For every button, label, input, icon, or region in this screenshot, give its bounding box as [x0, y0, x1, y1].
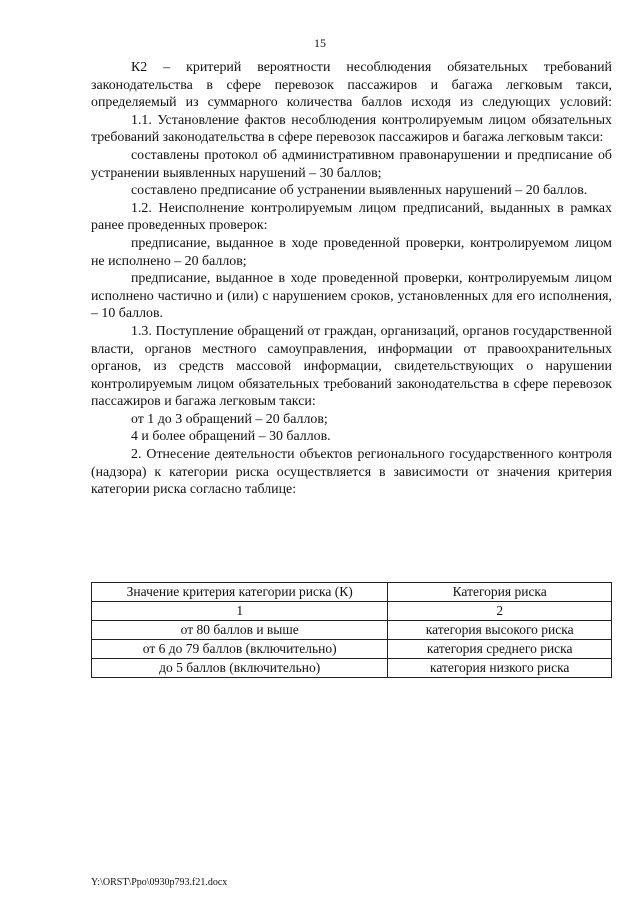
paragraph-4-plus: 4 и более обращений – 30 баллов.: [131, 429, 331, 445]
paragraph-2: 2. Отнесение деятельности объектов регионального государственного контроля (надзора) к категории риска осуществляется в зависимости от значения критерия категории риска согласно таблице:: [91, 447, 612, 498]
table-number-row: [92, 602, 612, 621]
paragraph-prescription: составлено предписание об устранении выявленных нарушений – 20 баллов.: [131, 183, 588, 199]
paragraph-not-executed: предписание, выданное в ходе проведенной проверки, контролируемом лицом не исполнено – 20 баллов;: [91, 235, 612, 269]
table-cell: категория среднего риска: [388, 640, 612, 659]
paragraph-protocol: составлены протокол об административном правонарушении и предписание об устранении выявленных нарушений – 30 баллов;: [91, 147, 612, 181]
table-header-cell: Категория риска: [388, 583, 612, 602]
table-header-cell: Значение критерия категории риска (К): [92, 583, 388, 602]
document-body: [91, 59, 612, 499]
paragraph-1-1: 1.1. Установление фактов несоблюдения контролируемым лицом обязательных требований законодательства в сфере перевозок пассажиров и багажа легковым такси:: [91, 112, 612, 146]
paragraph-k2: К2 – критерий вероятности несоблюдения обязательных требований законодательства в сфере перевозок пассажиров и багажа легковым такси, определяемый из суммарного количества баллов исходя из следующих условий:: [91, 60, 612, 111]
paragraph-1-3: 1.3. Поступление обращений от граждан, организаций, органов государственной власти, органов местного самоуправления, информации от правоохранительных органов, из средств массовой информации, свидетельствующих о нарушении контролируемым лицом обязательных требований законодательства в сфере перевозок пассажиров и багажа легковым такси:: [91, 323, 612, 410]
table-cell: до 5 баллов (включительно): [92, 659, 388, 678]
table-cell: от 80 баллов и выше: [92, 621, 388, 640]
footer-file-path: Y:\ORST\Ppo\0930p793.f21.docx: [91, 877, 228, 888]
table-header-row: [92, 583, 612, 602]
risk-category-table: [91, 582, 612, 678]
table-cell: категория низкого риска: [388, 659, 612, 678]
table-row: [92, 621, 612, 640]
table-cell: 2: [388, 602, 612, 621]
table-cell: от 6 до 79 баллов (включительно): [92, 640, 388, 659]
paragraph-1-3-count: от 1 до 3 обращений – 20 баллов;: [131, 411, 328, 427]
page-number: 15: [314, 36, 326, 50]
table-row: [92, 659, 612, 678]
table-cell: 1: [92, 602, 388, 621]
table-row: [92, 640, 612, 659]
paragraph-partially-executed: предписание, выданное в ходе проведенной проверки, контролируемым лицом исполнено частично и (или) с нарушением сроков, установленных для его исполнения, – 10 баллов.: [91, 271, 612, 322]
table-cell: категория высокого риска: [388, 621, 612, 640]
paragraph-1-2: 1.2. Неисполнение контролируемым лицом предписаний, выданных в рамках ранее проведенных проверок:: [91, 200, 612, 234]
